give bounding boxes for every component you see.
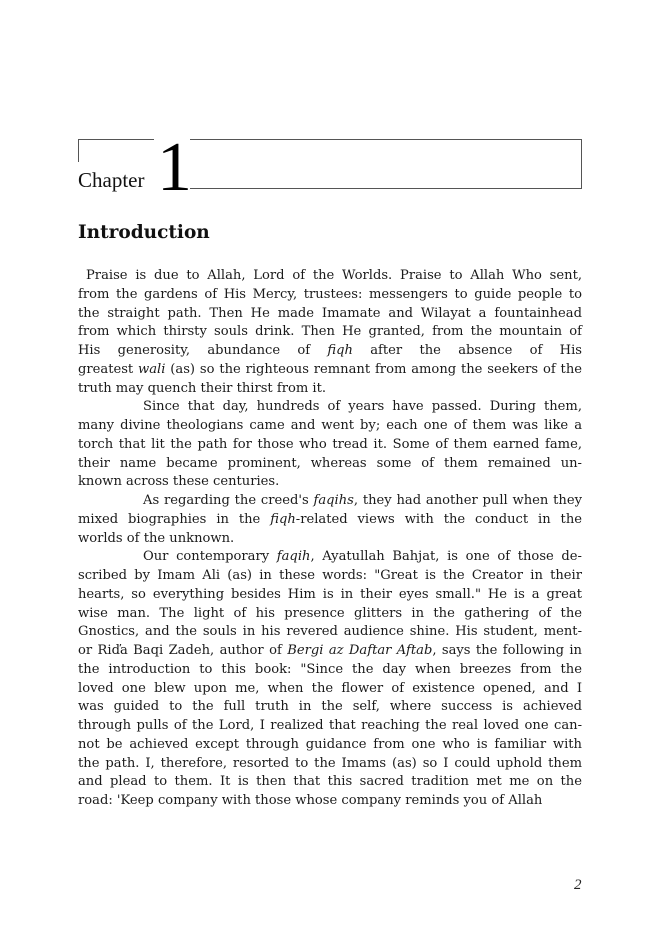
paragraph: [78, 548, 582, 811]
text-run: the straight path. Then He made Imamate and Wilayat a fountainhead: [78, 305, 582, 321]
text-line: [78, 436, 582, 455]
italic-term: fiqh: [327, 343, 353, 358]
body-text: [78, 267, 582, 811]
text-run: loved one blew upon me, when the flower of existence opened, and I: [78, 680, 582, 696]
text-run: road: 'Keep company with those whose company reminds you of Allah: [78, 793, 543, 808]
text-run: or Riďa Baqi Zadeh, author of: [78, 643, 288, 658]
text-run: their name became prominent, whereas some of them remained un-: [78, 455, 582, 471]
text-run: from which thirsty souls drink. Then He granted, from the mountain of: [78, 324, 582, 340]
text-line: [78, 698, 582, 717]
text-run: from the gardens of His Mercy, trustees: messengers to guide people to: [78, 286, 582, 302]
text-line: [78, 511, 582, 530]
text-line: [78, 305, 582, 324]
text-run: (as) so the righteous remnant from among the seekers of the: [165, 361, 583, 377]
text-run: Praise is due to Allah, Lord of the Worlds. Praise to Allah Who sent,: [86, 268, 582, 283]
text-line: [78, 755, 582, 774]
text-line: [78, 492, 582, 511]
text-line: [78, 661, 582, 680]
text-run: scribed by Imam Ali (as) in these words: "Great is the Creator in their: [78, 568, 582, 583]
text-run: Our contemporary: [143, 549, 277, 565]
text-line: [78, 473, 582, 492]
text-run: many divine theologians came and went by; each one of them was like a: [78, 418, 582, 433]
text-run: after the absence of His: [352, 343, 582, 358]
text-line: [78, 267, 582, 286]
italic-term: faqihs: [313, 493, 354, 508]
text-run: hearts, so everything besides Him is in their eyes small." He is a great: [78, 586, 582, 602]
text-run: Gnostics, and the souls in his revered audience shine. His student, ment-: [78, 624, 582, 640]
text-run: the path. I, therefore, resorted to the Imams (as) so I could uphold them: [78, 755, 582, 771]
text-run: mixed biographies in the: [78, 511, 271, 527]
text-run: worlds of the unknown.: [78, 530, 235, 546]
text-line: [78, 680, 582, 699]
text-line: [78, 642, 582, 661]
text-run: -related views with the conduct in the: [295, 511, 583, 527]
paragraph: [78, 398, 582, 492]
text-run: not be achieved except through guidance from one who is familiar with: [78, 736, 582, 752]
text-run: through pulls of the Lord, I realized that reaching the real loved one can-: [78, 718, 582, 733]
text-line: [78, 567, 582, 586]
text-run: , says the following in: [432, 643, 582, 658]
text-line: [78, 530, 582, 549]
text-run: truth may quench their thirst from it.: [78, 380, 327, 396]
text-line: [78, 342, 582, 361]
text-run: As regarding the creed's: [143, 493, 314, 508]
text-line: [78, 455, 582, 474]
text-run: wise man. The light of his presence glitters in the gathering of the: [78, 605, 582, 621]
text-run: His generosity, abundance of: [78, 343, 328, 358]
text-line: [78, 773, 582, 792]
section-title: Introduction: [78, 222, 210, 243]
italic-term: fiqh: [270, 511, 296, 527]
text-line: [78, 586, 582, 605]
chapter-label: Chapter: [78, 168, 145, 192]
text-line: [78, 286, 582, 305]
text-line: [78, 548, 582, 567]
text-line: [78, 380, 582, 399]
text-run: torch that lit the path for those who tread it. Some of them earned fame,: [78, 436, 582, 452]
page-number: 2: [574, 877, 582, 893]
text-line: [78, 398, 582, 417]
text-line: [78, 417, 582, 436]
text-line: [78, 792, 582, 811]
text-line: [78, 623, 582, 642]
chapter-number: 1: [157, 129, 191, 206]
text-line: [78, 361, 582, 380]
text-run: greatest: [78, 361, 139, 377]
text-run: , Ayatullah Bahjat, is one of those de-: [310, 549, 582, 565]
text-line: [78, 736, 582, 755]
text-line: [78, 323, 582, 342]
chapter-frame-left: [78, 139, 154, 162]
italic-term: faqih: [276, 549, 311, 565]
text-line: [78, 605, 582, 624]
chapter-frame-right: [190, 139, 582, 189]
text-run: was guided to the full truth in the self, where success is achieved: [78, 699, 582, 715]
italic-term: Bergi az Daftar Aftab: [287, 643, 433, 658]
paragraph: [78, 492, 582, 548]
italic-term: wali: [138, 361, 166, 377]
text-run: and plead to them. It is then that this sacred tradition met me on the: [78, 774, 582, 790]
paragraph: [78, 267, 582, 398]
text-run: known across these centuries.: [78, 474, 280, 490]
text-run: Since that day, hundreds of years have passed. During them,: [143, 399, 582, 415]
text-line: [78, 717, 582, 736]
text-run: the introduction to this book: "Since the day when breezes from the: [78, 661, 582, 677]
text-run: , they had another pull when they: [353, 493, 582, 508]
